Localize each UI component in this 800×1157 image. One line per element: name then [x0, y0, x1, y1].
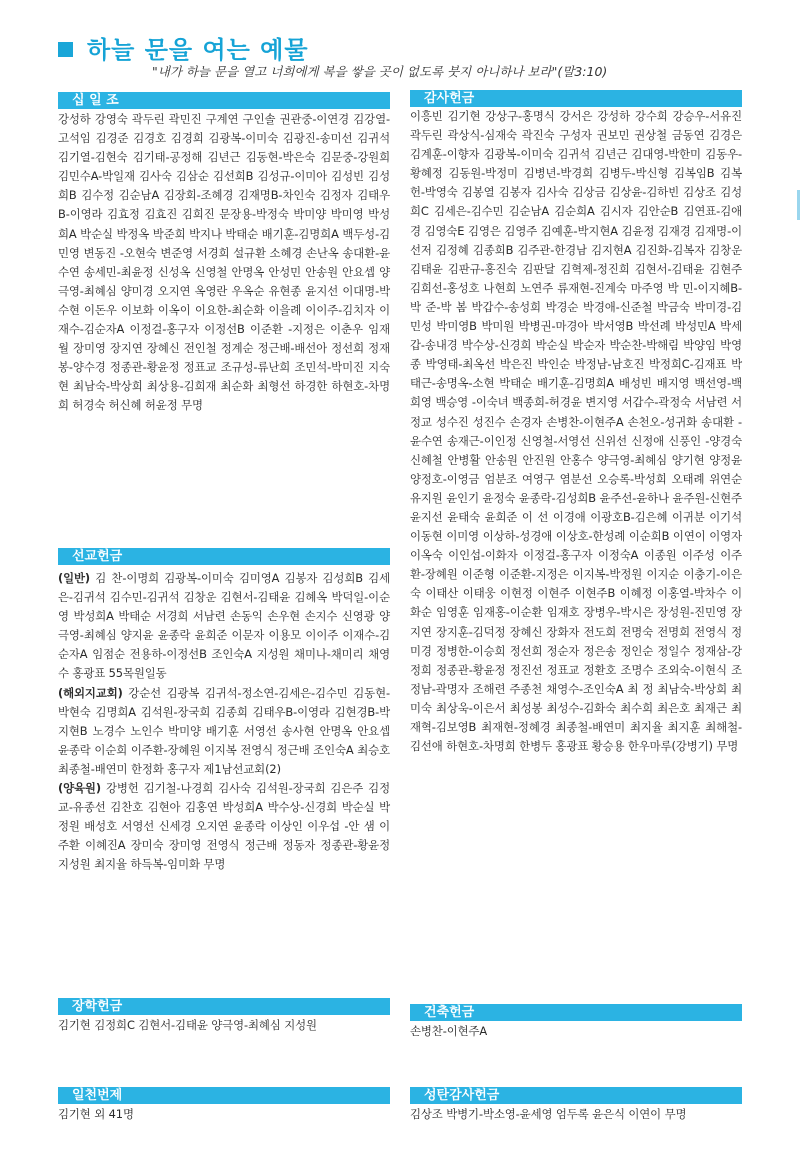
page-title: 하늘 문을 여는 예물: [87, 36, 309, 64]
mission-group-orphanage: [58, 779, 390, 874]
christmas-section: [410, 1087, 742, 1124]
mission-group-general: [58, 569, 390, 684]
mission-group-label: (해외지교회): [58, 685, 123, 700]
title-square-icon: [58, 42, 73, 57]
ilcheon-section: [58, 1087, 390, 1124]
scholarship-list: 김기현 김정희C 김현서-김태윤 양극영-최혜심 지성원: [58, 1018, 317, 1032]
scholarship-section: [58, 998, 390, 1035]
mission-heading: 선교헌금: [58, 548, 390, 565]
tithe-heading: 십 일 조: [58, 92, 390, 109]
thanks-section: [410, 90, 742, 756]
thanks-list: 이흥빈 김기현 강상구-홍명식 강서은 강성하 강수희 강승우-서유진 곽두린 곽상식-심재숙 곽진숙 구성자 권보민 권상철 금동연 김경은 김계훈-이향자 김광복-이미숙 김귀석 김년근 김대영-박한미 김동우-황혜정 김동원-박정미 김병년-박경희 김병두-박신형 김복임B 김복헌-박영숙 김봉열 김봉자 김사숙 김상금 김상윤-김하빈 김상조 김성희C 김세은-김수민 김순남A 김순희A 김시자 김안순B 김연표-김애경 김영숙E 김영은 김영주 김예훈-박지현A 김윤정 김재경 김재명-이선저 김정혜 김종희B 김주관-한경남 김지현A 김진화-김복자 김창운 김태윤 김판규-홍진숙 김판달 김혁제-정진희 김현서-김태윤 김현주 김희선-홍성호 나현희 노연주 류재현-진계숙 마주영 박 민-이지혜B-박 준-박 봄 박갑수-송성희 박경순 박경애-신준철 박금숙 박미경-김민성 박미영B 박미원 박병권-마경아 박서영B 박선례 박성민A 박세갑-송내경 박수상-신경희 박순실 박순자 박순찬-박해림 박양임 박영종 박영태-최옥선 박은진 박인순 박정남-남호진 박정희C-김재표 박태근-송명옥-소현 박태순 배기훈-김명희A 배성빈 배지영 백선영-백희영 백승영 -이숙녀 백종희-허경윤 변지영 서갑수-곽정숙 서남련 서정교 성수진 성진수 손경자 손병찬-이현주A 손천오-성귀화 송대환 -윤수연 송재근-이인정 신영철-서영선 신위선 신정애 신풍인 -양경숙 신혜철 안병활 안송원 안진원 안홍수 양극영-최혜심 양기현 양정윤 양정호-이영금 엄분조 여영구 염분선 오승록-박성희 오태례 위연순 유지원 윤인기 윤정숙 윤종락-김성희B 윤주선-윤하나 윤주원-신현주 윤지선 윤태숙 윤희준 이 선 이경애 이광호B-김은혜 이귀분 이기석 이동현 이미영 이상하-성경애 이상호-한성례 이순희B 이연이 이영자 이옥숙 이인섭-이화자 이정걸-홍구자 이정숙A 이종원 이주성 이주환-장혜원 이준형 이준환-지정은 이지복-박정원 이지순 이충기-이은숙 이태산 이태웅 이현정 이현주 이현주B 이혜정 이홍열-박차수 이화순 임영훈 임재홍-이순환 임재호 장병우-박시은 장성원-진민영 장지연 장지훈-김덕정 장혜신 장화자 전도희 전명숙 전명희 전영식 정미경 정병한-이승희 정선희 정순자 정은송 정인순 정일수 정재삼-강정희 정종관-황윤정 정진선 정표교 정환호 조명수 조외숙-이현식 조정남-곽명자 조해련 주종천 채영수-조인숙A 최 정 최남숙-박상희 최미숙 최상욱-이은서 최성봉 최성수-김화숙 최수희 최은호 최재근 최재혁-김보영B 최재현-정혜경 최종철-배연미 최지율 최지훈 최해철-김선애 하현호-차명희 한병두 홍광표 황승용 한우마루(강병기) 무명: [410, 109, 742, 754]
bible-verse: "내가 하늘 문을 열고 너희에게 복을 쌓을 곳이 없도록 붓지 아니하나 보라"(말3:10): [152, 64, 608, 79]
page-header: [58, 30, 758, 65]
mission-group-overseas: [58, 684, 390, 779]
thanks-heading: 감사헌금: [410, 90, 742, 107]
mission-section: [58, 548, 390, 875]
mission-group-text: 김 찬-이명희 김광복-이미숙 김미영A 김봉자 김성희B 김세은-김귀석 김수민-김귀석 김창운 김현서-김태윤 김혜옥 박덕일-이순영 박성희A 박태순 서경희 서남련 손동익 손우현 손지수 신영광 양극영-최혜심 양지윤 윤종락 윤희준 이문자 이용모 이이주 이재수-김순자A 임점순 전용하-이정선B 조인숙A 지성원 채미나-채미리 채영수 홍광표 55목원일동: [58, 571, 390, 681]
building-list: 손병찬-이현주A: [410, 1024, 488, 1038]
building-heading: 건축헌금: [410, 1004, 742, 1021]
mission-group-text: 강병헌 김기철-나경희 김사숙 김석원-장국희 김은주 김정교-유종선 김찬호 김현아 김홍연 박성희A 박수상-신경희 박순실 박정원 배성호 서영선 신세경 오지연 윤종락 이상인 이우섭 -안 샘 이주환 이혜진A 장미숙 장미영 전영식 정근배 정동자 정종관-황윤정 지성원 최지율 하득복-임미화 무명: [58, 781, 390, 872]
ilcheon-heading: 일천번제: [58, 1087, 390, 1104]
scholarship-heading: 장학헌금: [58, 998, 390, 1015]
tithe-list: 강성하 강영숙 곽두린 곽민진 구계연 구인솔 권관중-이연경 김강열-고석임 김경준 김경호 김경희 김광복-이미숙 김광진-송미선 김귀석 김기열-김현숙 김기태-공정해 김년근 김동현-박은숙 김문중-강원희 김민수A-박일재 김사숙 김삼순 김선희B 김성규-이미아 김성빈 김성희B 김수정 김순남A 김장회-조혜경 김재명B-차인숙 김정자 김태우B-이영라 김효정 김효진 김희진 문장용-박정숙 박미양 박미영 박성희A 박순실 박정옥 박준희 박지나 박태순 배기훈-김명희A 백두성-김민영 변동진 -오현숙 변준영 서경희 설규환 소혜경 손난옥 송대환-윤수연 송세민-최윤정 신성옥 신영철 안명옥 안성민 안송원 안요셉 양극영-최혜심 양미경 오지연 옥영란 우옥순 유현종 윤지선 이대명-박수현 이돈우 이보화 이옥이 이요한-최순화 이을례 이이주-김치자 이재수-김순자A 이정걸-홍구자 이정선B 이준환 -지정은 이춘우 임재월 장미영 장지연 장혜신 전인철 정계순 정근배-배선아 정선희 정재봉-양수경 정종관-황윤정 정표교 조규성-류난희 조민석-박미진 지숙현 최남숙-박상희 최상용-김희재 최순화 최형선 하경한 하현호-차명희 허경숙 허신혜 허윤정 무명: [58, 112, 390, 413]
building-section: [410, 1004, 742, 1041]
mission-group-text: 강순선 김광복 김귀석-정소연-김세은-김수민 김동현-박현숙 김명희A 김석원-장국희 김종희 김태우B-이영라 김현경B-박지현B 노경수 노인수 박미양 배기훈 서영선 송사현 안명옥 안요셉 윤종락 이순희 이주환-장혜원 이지복 전영식 정근배 조인숙A 최승호 최종철-배연미 한정화 홍구자 제1남선교회(2): [58, 685, 390, 776]
mission-group-label: (일반): [58, 571, 91, 585]
mission-group-label: (양육원): [58, 781, 101, 796]
christmas-list: 김상조 박병기-박소영-윤세영 엄두록 윤은식 이연이 무명: [410, 1107, 687, 1121]
ilcheon-list: 김기현 외 41명: [58, 1107, 134, 1121]
christmas-heading: 성탄감사헌금: [410, 1087, 742, 1104]
mission-list: [58, 569, 390, 875]
tithe-section: [58, 92, 390, 416]
